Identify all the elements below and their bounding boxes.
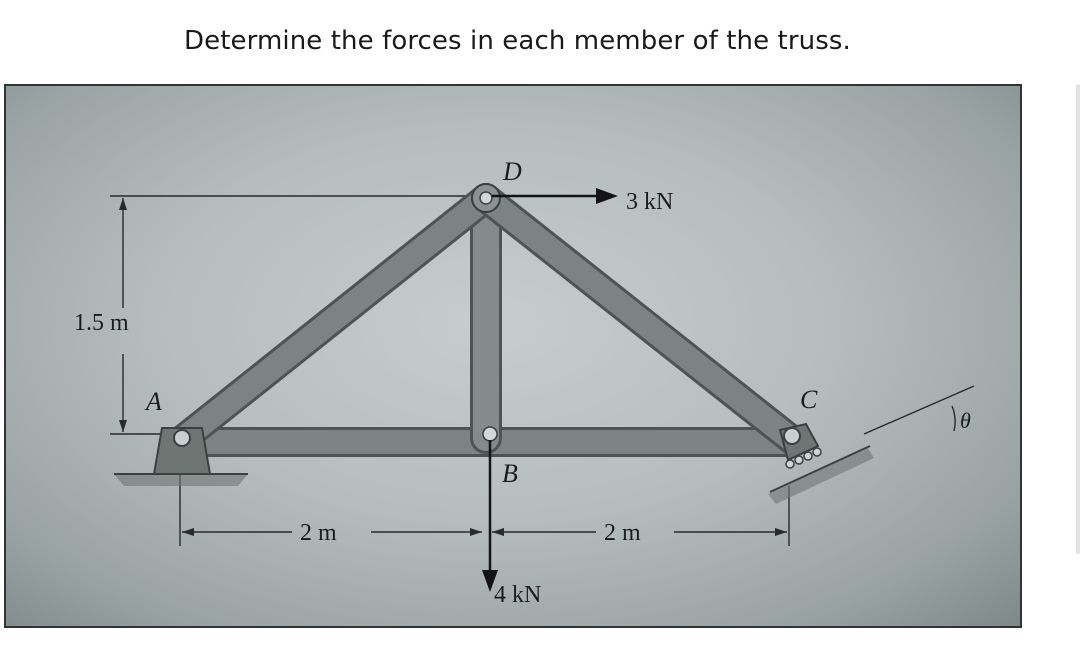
horizontal-load-label: 3 kN — [626, 189, 674, 215]
joint-b-label: B — [502, 459, 518, 488]
vertical-load-label: 4 kN — [494, 582, 542, 608]
rocker-support-c — [780, 424, 821, 468]
truss-diagram — [6, 86, 1020, 626]
horizontal-load-arrowhead — [596, 188, 618, 204]
member-dc — [486, 198, 792, 440]
span-right-label: 2 m — [604, 520, 641, 546]
scrollbar[interactable] — [1076, 84, 1080, 554]
angle-label: θ — [960, 408, 971, 433]
truss-members — [182, 198, 792, 442]
joint-b — [483, 427, 497, 441]
angle-arc — [952, 406, 955, 431]
span-left-label: 2 m — [300, 520, 337, 546]
incline-angle-line — [864, 386, 974, 434]
height-label: 1.5 m — [74, 310, 129, 336]
joint-c-label: C — [800, 385, 818, 414]
joint-d-label: D — [503, 157, 522, 186]
problem-statement: Determine the forces in each member of the truss. — [184, 26, 851, 56]
member-ad — [182, 198, 486, 440]
pin-support-a — [154, 428, 210, 474]
joint-a-label: A — [146, 387, 162, 416]
truss-figure — [4, 84, 1022, 628]
